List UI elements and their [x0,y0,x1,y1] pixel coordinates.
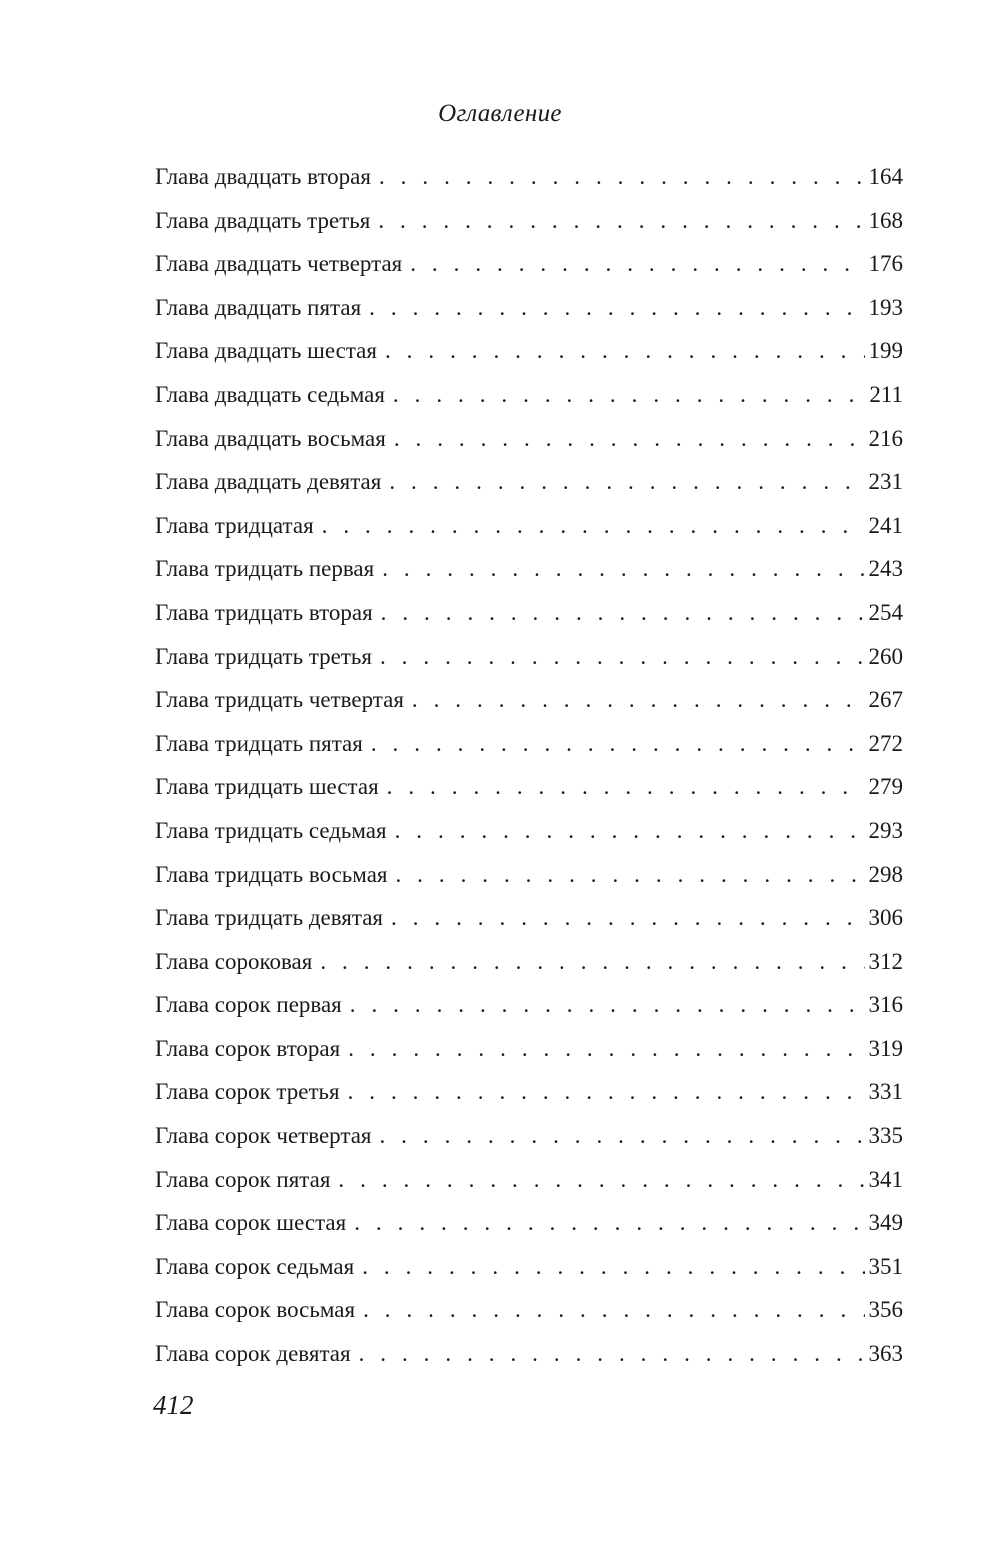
dot-leader [350,983,865,1027]
dot-leader [322,504,865,548]
dot-leader [348,1070,865,1114]
toc-entry-title: Глава тридцать девятая [155,905,383,931]
toc-entry[interactable] [155,1114,903,1158]
toc-entry[interactable] [155,809,903,853]
dot-leader [395,809,865,853]
toc-entry[interactable] [155,329,903,373]
dot-leader [363,1288,864,1332]
toc-entry[interactable] [155,591,903,635]
toc-entry[interactable] [155,1027,903,1071]
toc-entry-title: Глава двадцать седьмая [155,381,385,407]
toc-entry-page: 351 [868,1253,903,1279]
toc-entry-title: Глава сороковая [155,948,313,974]
toc-entry[interactable] [155,1070,903,1114]
toc-entry-page: 168 [868,207,903,233]
dot-leader [410,242,864,286]
toc-entry[interactable] [155,199,903,243]
toc-entry-page: 164 [868,164,903,189]
toc-entry[interactable] [155,940,903,984]
dot-leader [412,678,865,722]
toc-entry[interactable] [155,242,903,286]
dot-leader [394,417,865,461]
dot-leader [369,286,864,330]
toc-entry-page: 335 [868,1123,903,1149]
toc-entry[interactable] [155,460,903,504]
toc-entry-page: 293 [868,817,903,843]
toc-entry-page: 298 [868,861,903,887]
toc-entry-page: 272 [868,730,903,756]
dot-leader [382,547,864,591]
toc-entry-page: 260 [868,643,903,669]
toc-entry-title: Глава тридцать пятая [155,730,363,756]
dot-leader [379,1114,864,1158]
dot-leader [354,1201,864,1245]
dot-leader [385,329,865,373]
table-of-contents [155,155,903,1376]
toc-entry-title: Глава тридцать третья [155,643,372,669]
toc-entry[interactable] [155,896,903,940]
toc-entry-title: Глава двадцать пятая [155,294,362,320]
toc-entry-page: 306 [868,905,903,931]
toc-entry-page: 241 [868,512,903,538]
toc-entry-title: Глава сорок пятая [155,1166,331,1192]
toc-entry[interactable] [155,417,903,461]
toc-entry-title: Глава двадцать девятая [155,469,382,495]
dot-leader [393,373,865,417]
toc-entry-page: 356 [868,1297,903,1323]
toc-entry[interactable] [155,1201,903,1245]
toc-entry[interactable] [155,1288,903,1332]
toc-entry-page: 231 [868,469,903,495]
toc-entry-page: 312 [868,948,903,974]
toc-entry[interactable] [155,1158,903,1202]
toc-entry[interactable] [155,722,903,766]
toc-entry-page: 349 [868,1210,903,1236]
toc-entry-page: 199 [868,338,903,364]
toc-entry-title: Глава двадцать третья [155,207,371,233]
page-number: 412 [153,1390,194,1420]
toc-entry-title: Глава сорок первая [155,992,342,1018]
toc-entry-title: Глава тридцать шестая [155,774,379,800]
toc-entry-page: 316 [868,992,903,1018]
toc-entry-page: 267 [868,687,903,713]
dot-leader [391,896,865,940]
toc-entry-title: Глава тридцать восьмая [155,861,388,887]
dot-leader [359,1332,865,1376]
toc-entry[interactable] [155,635,903,679]
toc-entry-page: 279 [868,774,903,800]
toc-entry-title: Глава сорок вторая [155,1035,341,1061]
toc-entry-page: 363 [868,1341,903,1367]
running-head-title: Оглавление [438,100,562,127]
toc-entry[interactable] [155,678,903,722]
dot-leader [395,853,864,897]
toc-entry-page: 341 [868,1166,903,1192]
toc-entry-page: 216 [868,425,903,451]
dot-leader [379,155,865,199]
toc-entry-title: Глава сорок восьмая [155,1297,356,1323]
toc-entry[interactable] [155,373,903,417]
toc-entry[interactable] [155,765,903,809]
toc-entry-page: 176 [868,251,903,277]
toc-entry-page: 319 [868,1035,903,1061]
toc-entry-page: 211 [869,381,903,407]
dot-leader [380,635,865,679]
toc-entry-title: Глава тридцать четвертая [155,687,404,713]
toc-entry[interactable] [155,1245,903,1289]
toc-entry[interactable] [155,155,903,199]
dot-leader [387,765,865,809]
toc-entry-title: Глава двадцать восьмая [155,425,386,451]
toc-entry[interactable] [155,286,903,330]
toc-entry[interactable] [155,853,903,897]
dot-leader [362,1245,864,1289]
toc-entry[interactable] [155,547,903,591]
toc-entry-title: Глава тридцатая [155,512,314,538]
toc-entry-title: Глава тридцать вторая [155,599,373,625]
toc-entry[interactable] [155,983,903,1027]
toc-entry-page: 254 [868,599,903,625]
dot-leader [348,1027,864,1071]
toc-entry-title: Глава двадцать шестая [155,338,377,364]
dot-leader [378,199,864,243]
toc-entry[interactable] [155,504,903,548]
dot-leader [338,1158,864,1202]
toc-entry-page: 331 [868,1079,903,1105]
toc-entry-title: Глава тридцать первая [155,556,375,582]
dot-leader [371,722,865,766]
toc-entry-title: Глава сорок девятая [155,1341,351,1367]
dot-leader [389,460,864,504]
toc-entry-title: Глава сорок седьмая [155,1253,355,1279]
toc-entry-title: Глава сорок четвертая [155,1123,372,1149]
toc-entry-page: 243 [868,556,903,582]
toc-entry-page: 193 [868,294,903,320]
toc-entry-title: Глава сорок шестая [155,1210,347,1236]
toc-entry-title: Глава тридцать седьмая [155,817,387,843]
toc-entry-title: Глава сорок третья [155,1079,340,1105]
dot-leader [320,940,864,984]
toc-entry-title: Глава двадцать четвертая [155,251,403,277]
toc-entry-title: Глава двадцать вторая [155,164,371,189]
toc-entry[interactable] [155,1332,903,1376]
dot-leader [381,591,865,635]
